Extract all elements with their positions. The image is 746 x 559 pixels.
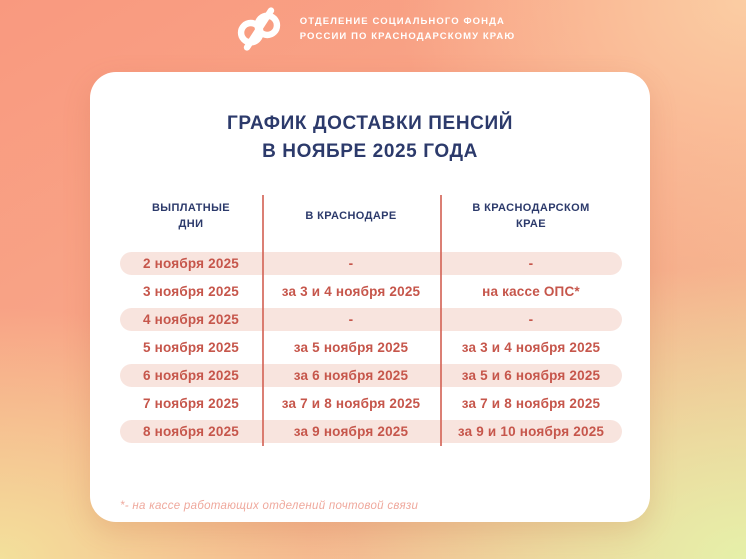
schedule-table bbox=[120, 195, 622, 448]
column-header-payment-days: ВЫПЛАТНЫЕ ДНИ bbox=[151, 202, 231, 230]
table-body bbox=[120, 252, 622, 443]
cell-krai: за 7 и 8 ноября 2025 bbox=[461, 396, 601, 411]
column-header-krasnodar-krai: В КРАСНОДАРСКОМ КРАЕ bbox=[472, 202, 590, 230]
sfr-logo-icon bbox=[231, 6, 287, 52]
table-row bbox=[120, 392, 622, 415]
page-title bbox=[90, 110, 650, 165]
cell-krai: на кассе ОПС* bbox=[482, 284, 580, 299]
cell-krasnodar: за 6 ноября 2025 bbox=[293, 368, 409, 383]
cell-krai: за 9 и 10 ноября 2025 bbox=[457, 424, 605, 439]
org-name bbox=[300, 14, 515, 44]
cell-krasnodar: за 7 и 8 ноября 2025 bbox=[281, 396, 421, 411]
org-header bbox=[0, 0, 746, 58]
cell-krai: за 5 и 6 ноября 2025 bbox=[461, 368, 601, 383]
table-header-row bbox=[120, 195, 622, 252]
table-row bbox=[120, 280, 622, 303]
cell-day: 3 ноября 2025 bbox=[142, 284, 240, 299]
column-divider bbox=[440, 195, 442, 446]
org-name-line1: ОТДЕЛЕНИЕ СОЦИАЛЬНОГО ФОНДА bbox=[299, 15, 505, 27]
cell-krasnodar: - bbox=[348, 256, 354, 271]
table-row bbox=[120, 420, 622, 443]
cell-day: 7 ноября 2025 bbox=[142, 396, 240, 411]
cell-krasnodar: - bbox=[348, 312, 354, 327]
cell-krasnodar: за 5 ноября 2025 bbox=[293, 340, 409, 355]
cell-krasnodar: за 9 ноября 2025 bbox=[293, 424, 409, 439]
cell-day: 2 ноября 2025 bbox=[142, 256, 240, 271]
cell-krasnodar: за 3 и 4 ноября 2025 bbox=[281, 284, 421, 299]
table-row bbox=[120, 364, 622, 387]
cell-day: 5 ноября 2025 bbox=[142, 340, 240, 355]
table-row bbox=[120, 336, 622, 359]
cell-day: 6 ноября 2025 bbox=[142, 368, 240, 383]
table-row bbox=[120, 308, 622, 331]
cell-krai: - bbox=[528, 256, 534, 271]
footnote: *- на кассе работающих отделений почтовой связи bbox=[120, 500, 419, 512]
poster-card bbox=[90, 72, 650, 522]
cell-krai: - bbox=[528, 312, 534, 327]
column-divider bbox=[262, 195, 264, 446]
table-row bbox=[120, 252, 622, 275]
org-name-line2: РОССИИ ПО КРАСНОДАРСКОМУ КРАЮ bbox=[299, 31, 516, 42]
cell-day: 4 ноября 2025 bbox=[142, 312, 240, 327]
page-title-line2: В НОЯБРЕ 2025 ГОДА bbox=[262, 140, 478, 162]
page-title-line1: ГРАФИК ДОСТАВКИ ПЕНСИЙ bbox=[226, 113, 513, 134]
cell-day: 8 ноября 2025 bbox=[142, 424, 240, 439]
column-header-krasnodar: В КРАСНОДАРЕ bbox=[305, 210, 397, 223]
cell-krai: за 3 и 4 ноября 2025 bbox=[461, 340, 601, 355]
